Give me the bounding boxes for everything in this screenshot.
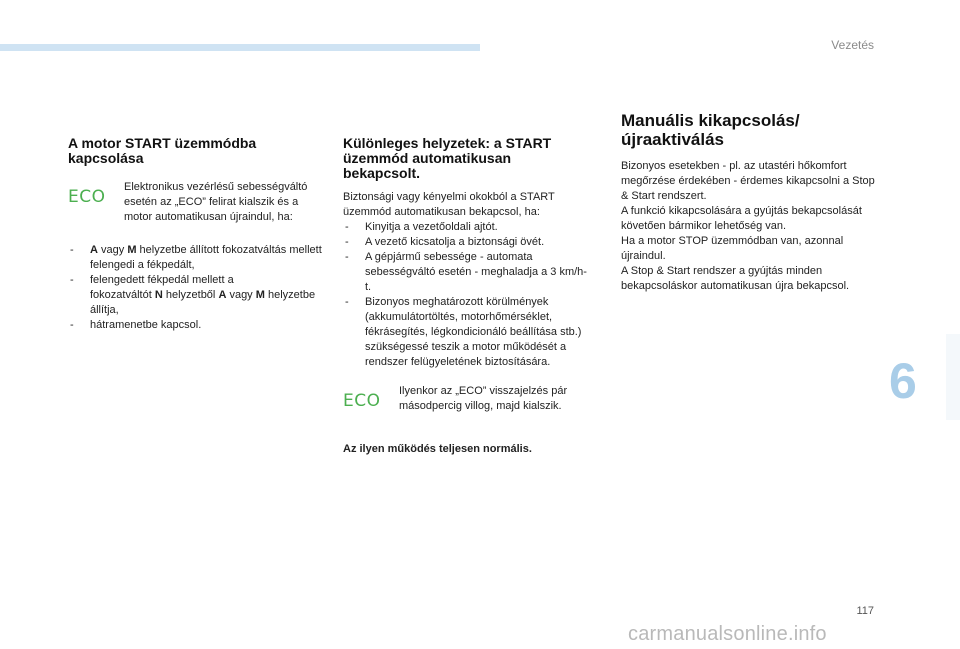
restart-conditions-list bbox=[68, 243, 324, 333]
list-item: - A vezető kicsatolja a biztonsági övét. bbox=[343, 235, 588, 250]
list-item: - A vagy M helyzetbe állított fokozatváltás mellett felengedi a fékpedált, bbox=[68, 243, 324, 273]
list-item: - hátramenetbe kapcsol. bbox=[68, 318, 324, 333]
watermark: carmanualsonline.info bbox=[628, 623, 827, 645]
eco-icon: ECO bbox=[68, 187, 106, 207]
eco-indicator-row bbox=[343, 384, 588, 414]
manual-deactivation-text: Bizonyos esetekben - pl. az utastéri hőkomfort megőrzése érdekében - érdemes kikapcsolni a Stop & Start rendszert. A funkció kikapcsolására a gyújtás bekapcsolását követően bármikor lehetőség van. Ha a motor STOP üzemmódban van, azonnal újraindul. A Stop & Start rendszer a gyújtás minden bekapcsoláskor automatikusan újra bekapcsol. bbox=[621, 160, 875, 292]
manual-deactivation-title: Manuális kikapcsolás/ újraaktiválás bbox=[621, 111, 800, 149]
auto-start-conditions-list bbox=[343, 220, 588, 370]
column-start-mode bbox=[68, 136, 324, 333]
special-intro: Biztonsági vagy kényelmi okokból a START üzemmód automatikusan bekapcsol, ha: bbox=[343, 191, 555, 218]
list-item: - Bizonyos meghatározott körülmények (akkumulátortöltés, motorhőmérséklet, fékrásegítés, légkondicionáló beállítása stb.) szükségessé teszik a motor működését a rendszer felügyeletének biztosítására. bbox=[343, 295, 588, 370]
list-item: - Kinyitja a vezetőoldali ajtót. bbox=[343, 220, 588, 235]
eco-description: Elektronikus vezérlésű sebességváltó esetén az „ECO” felirat kialszik és a motor automatikusan újraindul, ha: bbox=[124, 181, 308, 223]
normal-operation-note: Az ilyen működés teljesen normális. bbox=[343, 443, 532, 455]
list-item: - A gépjármű sebessége - automata sebességváltó esetén - meghaladja a 3 km/h-t. bbox=[343, 250, 588, 295]
eco-indicator-row bbox=[68, 180, 324, 225]
column-special-situations bbox=[343, 136, 588, 457]
chapter-number: 6 bbox=[889, 353, 917, 409]
eco-icon: ECO bbox=[343, 391, 381, 411]
header-accent-bar bbox=[0, 44, 480, 51]
special-situations-title: Különleges helyzetek: a START üzemmód automatikusan bekapcsolt. bbox=[343, 135, 552, 181]
column-manual-deactivation bbox=[621, 111, 875, 294]
start-mode-title: A motor START üzemmódba kapcsolása bbox=[68, 135, 257, 166]
eco-blink-description: Ilyenkor az „ECO” visszajelzés pár másodpercig villog, majd kialszik. bbox=[399, 385, 568, 412]
list-item: - felengedett fékpedál mellett a fokozatváltót N helyzetből A vagy M helyzetbe állítja, bbox=[68, 273, 324, 318]
chapter-tab bbox=[946, 334, 960, 420]
section-title: Vezetés bbox=[831, 38, 874, 52]
page-number: 117 bbox=[856, 605, 874, 617]
